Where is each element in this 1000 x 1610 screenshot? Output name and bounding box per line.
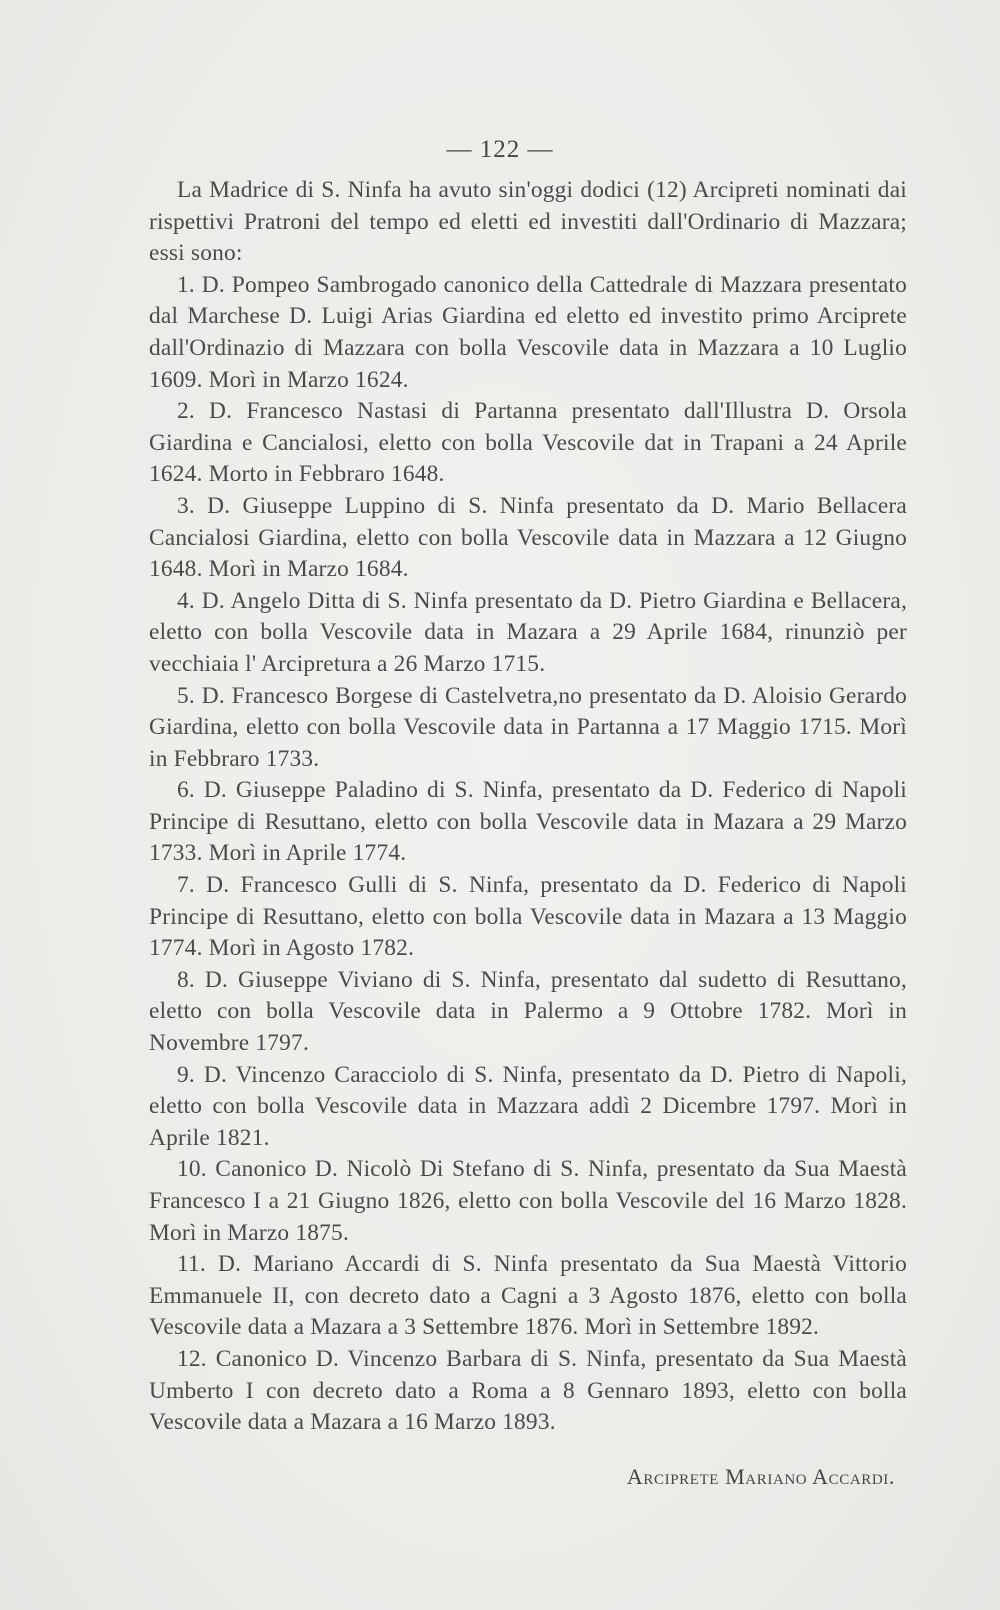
intro-paragraph: La Madrice di S. Ninfa ha avuto sin'oggi dodici (12) Arcipreti nominati dai rispettivi Pratroni del tempo ed eletti ed investiti dall'Ordinario di Mazzara; essi sono: xyxy=(149,177,907,267)
archpriest-entry-10: 10. Canonico D. Nicolò Di Stefano di S. Ninfa, presentato da Sua Maestà Francesco I a 21 Giugno 1826, eletto con bolla Vescovile del 16 Marzo 1828. Morì in Marzo 1875. xyxy=(149,1156,907,1246)
signature: Arciprete Mariano Accardi. xyxy=(626,1464,895,1489)
archpriest-entry-11: 11. D. Mariano Accardi di S. Ninfa presentato da Sua Maestà Vittorio Emmanuele II, con decreto dato a Cagni a 3 Agosto 1876, eletto con bolla Vescovile data a Mazara a 3 Settembre 1876. Morì in Settembre 1892. xyxy=(149,1251,907,1341)
archpriest-entry-2: 2. D. Francesco Nastasi di Partanna presentato dall'Illustra D. Orsola Giardina e Cancialosi, eletto con bolla Vescovile dat in Trapani a 24 Aprile 1624. Morto in Febbraro 1648. xyxy=(149,398,907,488)
archpriest-entry-6: 6. D. Giuseppe Paladino di S. Ninfa, presentato da D. Federico di Napoli Principe di Resuttano, eletto con bolla Vescovile data in Mazara a 29 Marzo 1733. Morì in Aprile 1774. xyxy=(149,777,907,867)
text-block xyxy=(149,175,907,1439)
archpriest-entry-9: 9. D. Vincenzo Caracciolo di S. Ninfa, presentato da D. Pietro di Napoli, eletto con bolla Vescovile data in Mazzara addì 2 Dicembre 1797. Morì in Aprile 1821. xyxy=(149,1061,907,1151)
page-number: — 122 — xyxy=(446,136,554,163)
archpriest-entry-12: 12. Canonico D. Vincenzo Barbara di S. Ninfa, presentato da Sua Maestà Umberto I con decreto dato a Roma a 8 Gennaro 1893, eletto con bolla Vescovile data a Mazara a 16 Marzo 1893. xyxy=(149,1345,907,1436)
archpriest-entry-5: 5. D. Francesco Borgese di Castelvetra,no presentato da D. Aloisio Gerardo Giardina, eletto con bolla Vescovile data in Partanna a 17 Maggio 1715. Morì in Febbraro 1733. xyxy=(149,682,907,772)
archpriest-entry-3: 3. D. Giuseppe Luppino di S. Ninfa presentato da D. Mario Bellacera Cancialosi Giardina, eletto con bolla Vescovile data in Mazzara a 12 Giugno 1648. Morì in Marzo 1684. xyxy=(149,492,907,583)
archpriest-entry-8: 8. D. Giuseppe Viviano di S. Ninfa, presentato dal sudetto di Resuttano, eletto con bolla Vescovile data in Palermo a 9 Ottobre 1782. Morì in Novembre 1797. xyxy=(149,966,907,1057)
archpriest-entry-1: 1. D. Pompeo Sambrogado canonico della Cattedrale di Mazzara presentato dal Marchese D. Luigi Arias Giardina ed eletto ed investito primo Arciprete dall'Ordinazio di Mazzara con bolla Vescovile data in Mazzara a 10 Luglio 1609. Morì in Marzo 1624. xyxy=(149,271,907,393)
archpriest-entry-4: 4. D. Angelo Ditta di S. Ninfa presentato da D. Pietro Giardina e Bellacera, eletto con bolla Vescovile data in Mazara a 29 Aprile 1684, rinunziò per vecchiaia l' Arcipretura a 26 Marzo 1715. xyxy=(149,587,907,677)
archpriest-entry-7: 7. D. Francesco Gulli di S. Ninfa, presentato da D. Federico di Napoli Principe di Resuttano, eletto con bolla Vescovile data in Mazara a 13 Maggio 1774. Morì in Agosto 1782. xyxy=(149,872,907,962)
